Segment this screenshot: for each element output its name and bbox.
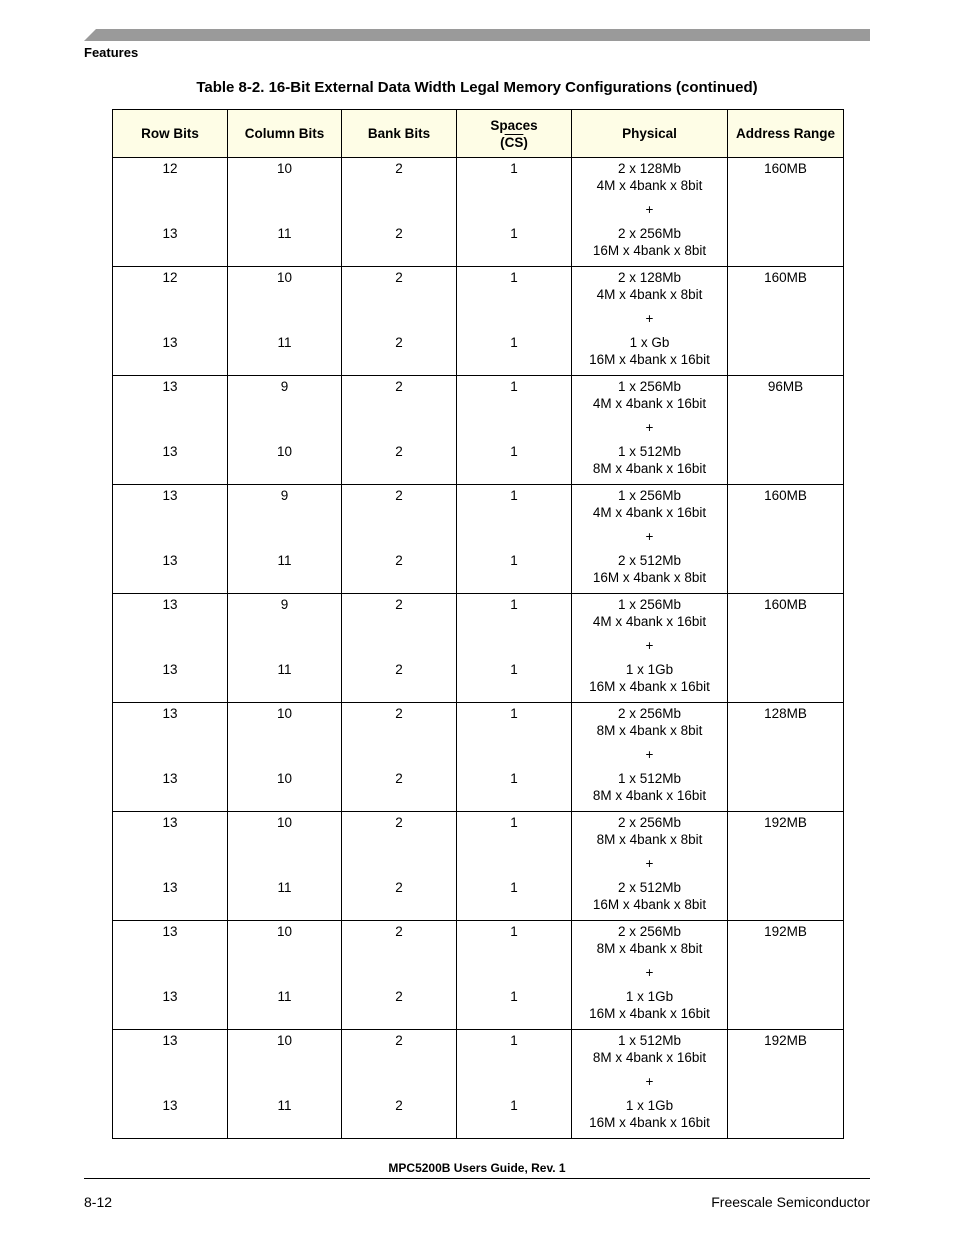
cell-row-bits <box>113 267 228 376</box>
cell-text: 1 <box>510 815 518 830</box>
cell-physical <box>572 921 728 1030</box>
cell-text: 9 <box>280 488 289 503</box>
cell-address-range <box>728 267 844 376</box>
cell-address-range <box>728 376 844 485</box>
cell-column-bits <box>228 158 342 267</box>
cell-text: 13 <box>162 1033 178 1048</box>
cell-text: 2 <box>395 597 403 612</box>
cell-text: 2 <box>395 270 403 285</box>
header-address-range: Address Range <box>728 110 844 158</box>
cell-text: 2 <box>395 226 403 241</box>
cell-text: 1 x 1Gb <box>625 662 674 677</box>
cell-text: 1 <box>510 771 518 786</box>
cell-spaces <box>457 594 572 703</box>
cell-text: 13 <box>162 488 178 503</box>
cell-text: 4M x 4bank x 8bit <box>596 287 703 302</box>
cell-text: 11 <box>277 335 292 350</box>
cell-physical <box>572 812 728 921</box>
table-header-row <box>113 110 844 158</box>
cell-row-bits <box>113 485 228 594</box>
cell-text: 1 x 512Mb <box>617 444 682 459</box>
cell-text: 2 <box>395 880 403 895</box>
cell-text: 10 <box>276 924 293 939</box>
cell-text: 8M x 4bank x 8bit <box>596 941 703 956</box>
cell-text: 10 <box>276 270 293 285</box>
cell-text: 1 x 1Gb <box>625 989 674 1004</box>
cell-row-bits <box>113 376 228 485</box>
cell-spaces <box>457 921 572 1030</box>
cell-column-bits <box>228 594 342 703</box>
cell-text: 10 <box>276 161 293 176</box>
table-row <box>113 1030 844 1139</box>
cell-text: 2 <box>395 924 403 939</box>
cell-text: 1 x 256Mb <box>617 488 682 503</box>
company-name: Freescale Semiconductor <box>711 1194 870 1210</box>
footer-doc-title: MPC5200B Users Guide, Rev. 1 <box>388 1161 566 1175</box>
cell-text: 13 <box>162 815 178 830</box>
cell-text: 16M x 4bank x 8bit <box>592 243 707 258</box>
cell-column-bits <box>228 376 342 485</box>
cell-text: 16M x 4bank x 16bit <box>589 1006 710 1021</box>
cell-text: 2 <box>395 161 403 176</box>
cell-text: 12 <box>162 270 178 285</box>
plus-sign: + <box>645 311 654 326</box>
cell-text: 4M x 4bank x 16bit <box>592 396 707 411</box>
plus-sign: + <box>645 747 654 762</box>
cell-text: 2 <box>395 553 403 568</box>
header-bank-bits: Bank Bits <box>342 110 457 158</box>
cell-text: 13 <box>162 1098 178 1113</box>
cell-text: 2 <box>395 488 403 503</box>
cell-text: 4M x 4bank x 8bit <box>596 178 703 193</box>
cell-text: 13 <box>162 597 178 612</box>
header-physical: Physical <box>572 110 728 158</box>
table-row <box>113 485 844 594</box>
table-row <box>113 921 844 1030</box>
cell-text: 2 x 256Mb <box>617 706 682 721</box>
cell-spaces <box>457 1030 572 1139</box>
cell-text: 1 <box>510 597 518 612</box>
cell-text: 1 <box>510 161 518 176</box>
header-column-bits: Column Bits <box>228 110 342 158</box>
cell-text: 1 <box>510 1098 518 1113</box>
cell-text: 16M x 4bank x 8bit <box>592 570 707 585</box>
cell-physical <box>572 1030 728 1139</box>
cell-text: 2 <box>395 1098 403 1113</box>
cell-text: 160MB <box>764 161 807 176</box>
cell-text: 8M x 4bank x 16bit <box>592 1050 707 1065</box>
cell-text: 1 x 1Gb <box>625 1098 674 1113</box>
cell-text: 8M x 4bank x 16bit <box>592 788 707 803</box>
plus-sign: + <box>645 1074 654 1089</box>
plus-sign: + <box>645 202 654 217</box>
cell-text: 1 x 512Mb <box>617 771 682 786</box>
cs-signal: $\overline{CS}$ <box>504 134 524 150</box>
cell-bank-bits <box>342 485 457 594</box>
cell-text: 9 <box>280 597 289 612</box>
cell-text: 11 <box>277 662 292 677</box>
table-row <box>113 158 844 267</box>
cell-row-bits <box>113 158 228 267</box>
cell-text: 11 <box>277 553 292 568</box>
cell-text: 11 <box>277 1098 292 1113</box>
cell-bank-bits <box>342 812 457 921</box>
cell-physical <box>572 158 728 267</box>
cell-text: 160MB <box>764 597 807 612</box>
cell-text: 4M x 4bank x 16bit <box>592 505 707 520</box>
cell-text: 13 <box>162 226 178 241</box>
cell-physical <box>572 376 728 485</box>
cell-text: 192MB <box>764 815 807 830</box>
cell-spaces <box>457 812 572 921</box>
cell-text: 2 x 128Mb <box>617 161 682 176</box>
cell-text: 160MB <box>764 270 807 285</box>
cell-text: 1 x 256Mb <box>617 597 682 612</box>
cell-text: 13 <box>162 662 178 677</box>
cell-text: 1 <box>510 270 518 285</box>
cell-text: 1 <box>510 706 518 721</box>
cell-text: 1 <box>510 444 518 459</box>
header-spaces <box>457 110 572 158</box>
cell-text: 1 x 512Mb <box>617 1033 682 1048</box>
cell-text: 2 x 256Mb <box>617 924 682 939</box>
cell-text: 13 <box>162 706 178 721</box>
table-row <box>113 594 844 703</box>
cell-text: 2 <box>395 771 403 786</box>
cell-text: 2 x 256Mb <box>617 815 682 830</box>
cell-row-bits <box>113 1030 228 1139</box>
cell-text: 1 <box>510 880 518 895</box>
cell-bank-bits <box>342 594 457 703</box>
cell-spaces <box>457 158 572 267</box>
cell-text: 1 <box>510 989 518 1004</box>
header-row-bits: Row Bits <box>113 110 228 158</box>
cell-spaces <box>457 267 572 376</box>
cell-text: 13 <box>162 924 178 939</box>
table-row <box>113 267 844 376</box>
cell-spaces <box>457 703 572 812</box>
cell-bank-bits <box>342 1030 457 1139</box>
cell-physical <box>572 703 728 812</box>
cell-text: 16M x 4bank x 16bit <box>589 352 710 367</box>
cell-text: 96MB <box>767 379 804 394</box>
cell-physical <box>572 267 728 376</box>
cell-text: 1 <box>510 1033 518 1048</box>
cell-text: 2 <box>395 815 403 830</box>
cell-text: 8M x 4bank x 8bit <box>596 723 703 738</box>
cell-text: 8M x 4bank x 8bit <box>596 832 703 847</box>
cell-spaces <box>457 376 572 485</box>
cell-bank-bits <box>342 921 457 1030</box>
table-title: Table 8-2. 16-Bit External Data Width Legal Memory Configurations (continued) <box>196 79 758 96</box>
cell-physical <box>572 594 728 703</box>
cell-text: 2 <box>395 662 403 677</box>
table-row <box>113 703 844 812</box>
cell-text: 1 x 256Mb <box>617 379 682 394</box>
cell-text: 192MB <box>764 924 807 939</box>
plus-sign: + <box>645 420 654 435</box>
cell-address-range <box>728 921 844 1030</box>
header-spaces-label: Spaces <box>490 117 538 133</box>
cell-text: 11 <box>277 880 292 895</box>
cell-column-bits <box>228 267 342 376</box>
cell-column-bits <box>228 1030 342 1139</box>
cell-text: 11 <box>277 989 292 1004</box>
footer-rule <box>84 1178 870 1179</box>
cell-text: 16M x 4bank x 8bit <box>592 897 707 912</box>
cell-text: 10 <box>276 815 293 830</box>
cell-text: 2 <box>395 706 403 721</box>
cell-address-range <box>728 594 844 703</box>
cell-text: 2 x 256Mb <box>617 226 682 241</box>
cell-text: 2 x 512Mb <box>617 880 682 895</box>
cell-text: 1 <box>510 662 518 677</box>
cell-address-range <box>728 158 844 267</box>
cell-text: 2 x 128Mb <box>617 270 682 285</box>
memory-config-table <box>112 109 844 1139</box>
cell-bank-bits <box>342 376 457 485</box>
cell-row-bits <box>113 703 228 812</box>
cell-bank-bits <box>342 703 457 812</box>
plus-sign: + <box>645 529 654 544</box>
cell-text: 2 <box>395 444 403 459</box>
cell-column-bits <box>228 812 342 921</box>
cell-text: 128MB <box>764 706 807 721</box>
cell-text: 16M x 4bank x 16bit <box>589 679 710 694</box>
cell-column-bits <box>228 703 342 812</box>
cell-text: 2 <box>395 379 403 394</box>
cell-text: 1 <box>510 335 518 350</box>
cell-text: 10 <box>276 1033 293 1048</box>
plus-sign: + <box>645 965 654 980</box>
plus-sign: + <box>645 638 654 653</box>
cell-text: 4M x 4bank x 16bit <box>592 614 707 629</box>
cell-text: 13 <box>162 444 178 459</box>
cell-address-range <box>728 485 844 594</box>
cell-text: 13 <box>162 379 178 394</box>
cell-text: 13 <box>162 335 178 350</box>
cell-text: 13 <box>162 771 178 786</box>
cell-address-range <box>728 812 844 921</box>
cell-text: 8M x 4bank x 16bit <box>592 461 707 476</box>
cell-bank-bits <box>342 158 457 267</box>
cell-row-bits <box>113 594 228 703</box>
cell-text: 13 <box>162 989 178 1004</box>
cell-text: 10 <box>276 706 293 721</box>
cell-text: 1 <box>510 379 518 394</box>
cell-text: 10 <box>276 444 293 459</box>
cell-text: 160MB <box>764 488 807 503</box>
cell-text: 16M x 4bank x 16bit <box>589 1115 710 1130</box>
cell-text: 1 x Gb <box>629 335 670 350</box>
cell-text: 1 <box>510 226 518 241</box>
header-spaces-cs: $(\overline{CS})$ <box>500 134 528 150</box>
plus-sign: + <box>645 856 654 871</box>
cell-address-range <box>728 703 844 812</box>
cell-text: 13 <box>162 880 178 895</box>
cell-text: 2 <box>395 335 403 350</box>
table-row <box>113 376 844 485</box>
cell-text: 13 <box>162 553 178 568</box>
cell-spaces <box>457 485 572 594</box>
header-decorative-bar <box>84 29 870 41</box>
section-label: Features <box>84 45 139 60</box>
cell-column-bits <box>228 485 342 594</box>
cell-text: 10 <box>276 771 293 786</box>
cell-text: 11 <box>277 226 292 241</box>
cell-text: 1 <box>510 924 518 939</box>
page-number: 8-12 <box>84 1194 113 1210</box>
cell-text: 2 <box>395 989 403 1004</box>
cell-row-bits <box>113 921 228 1030</box>
cell-text: 1 <box>510 553 518 568</box>
cell-row-bits <box>113 812 228 921</box>
cell-text: 2 x 512Mb <box>617 553 682 568</box>
cell-address-range <box>728 1030 844 1139</box>
cell-text: 9 <box>280 379 289 394</box>
cell-bank-bits <box>342 267 457 376</box>
table-row <box>113 812 844 921</box>
cell-column-bits <box>228 921 342 1030</box>
cell-text: 2 <box>395 1033 403 1048</box>
cell-text: 12 <box>162 161 178 176</box>
cell-physical <box>572 485 728 594</box>
cell-text: 192MB <box>764 1033 807 1048</box>
cell-text: 1 <box>510 488 518 503</box>
